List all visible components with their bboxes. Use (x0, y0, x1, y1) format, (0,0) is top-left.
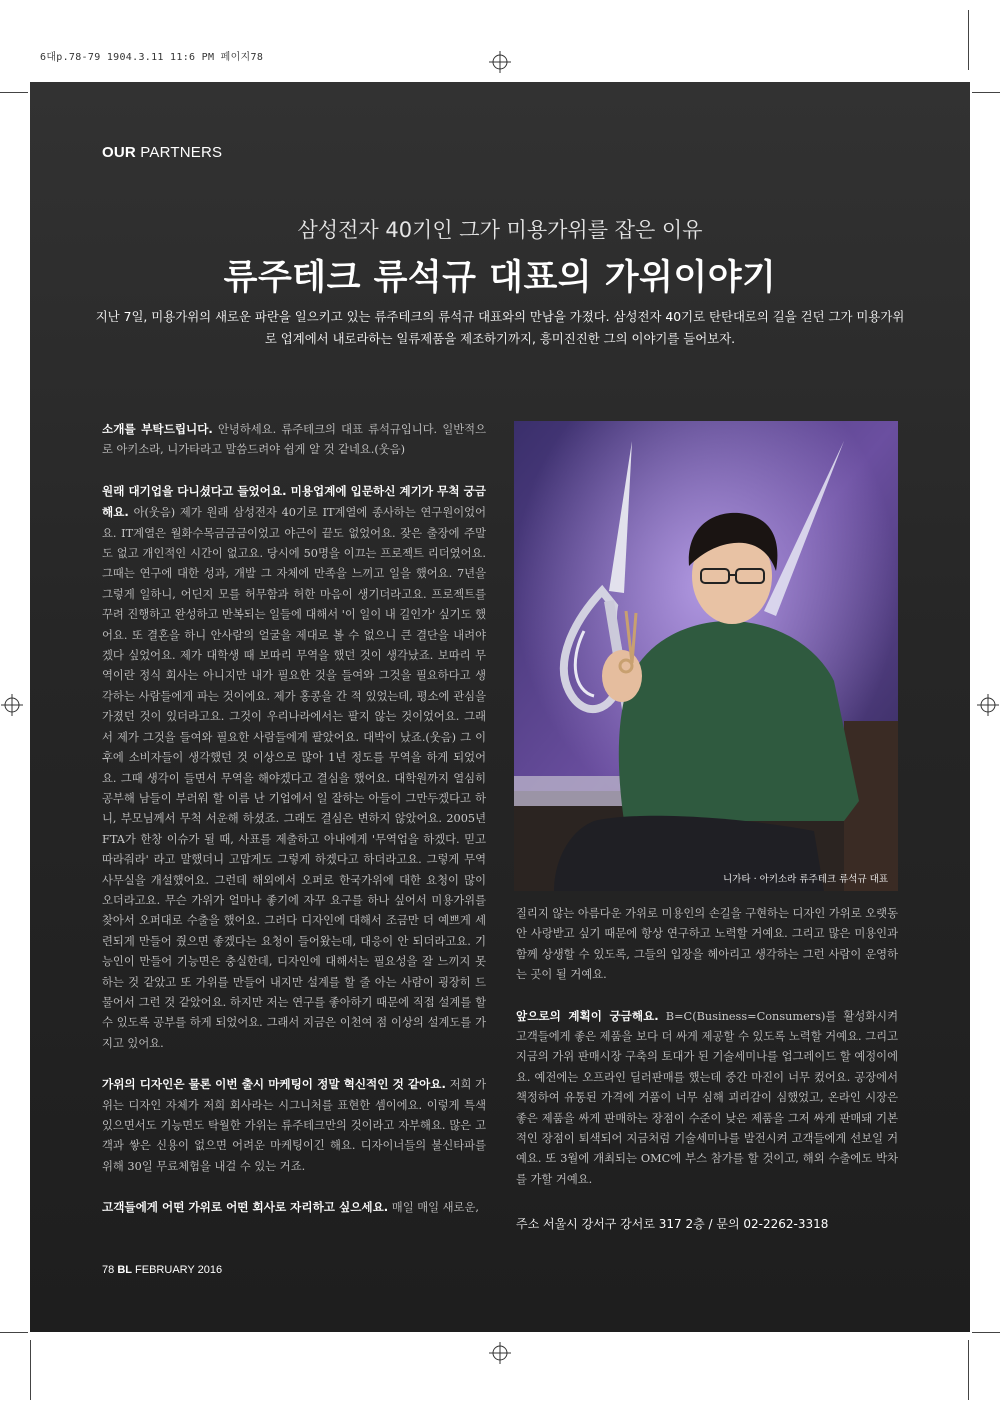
qa-paragraph (102, 419, 486, 461)
question: 소개를 부탁드립니다. (102, 422, 213, 436)
magazine-name: BL (117, 1264, 132, 1276)
crop-mark-vert-right (968, 1340, 969, 1400)
right-column (516, 903, 898, 1210)
crop-mark-vert-right-top (968, 10, 969, 70)
magazine-page (30, 82, 970, 1332)
article-title: 류주테크 류석규 대표의 가위이야기 (223, 258, 777, 298)
qa-paragraph (102, 1074, 486, 1177)
contact-address: 주소 서울시 강서구 강서로 317 2층 / 문의 02-2262-3318 (516, 1217, 829, 1231)
interview-photo (514, 421, 898, 891)
answer: 매일 매일 새로운, (388, 1201, 479, 1215)
page-number: 78 (102, 1264, 115, 1276)
answer: 저희 가위는 디자인 자체가 저희 회사라는 시그니처를 표현한 셈이에요. 이렇게 특색있으면서도 기능면도 탁월한 가위는 류주테크만의 것이라고 자부해요. 많은 고객과 쌓은 신용이 없으면 어려운 마케팅이긴 해요. 디자이너들의 불신타파를 위해 30일 무료체험을 내걸 수 있는 거죠. (102, 1078, 487, 1173)
crop-mark-vert-left (30, 1340, 31, 1400)
photo-illustration (514, 421, 898, 891)
question: 고객들에게 어떤 가위로 어떤 회사로 자리하고 싶으세요. (102, 1200, 389, 1215)
crop-mark-bottom-right (972, 1332, 1000, 1333)
question: 가위의 디자인은 물론 이번 출시 마케팅이 정말 혁신적인 것 같아요. (102, 1077, 446, 1092)
question: 원래 대기업을 다니셨다고 들었어요. 미용업계에 입문하신 계기가 무척 궁금해요. (102, 483, 486, 520)
registration-mark-top (489, 51, 511, 73)
crop-mark-top (0, 92, 28, 93)
answer: 안녕하세요. 류주테크의 대표 류석규입니다. 일반적으로 아키소라, 니가타라고 말씀드려야 쉽게 알 것 같네요.(웃음) (102, 423, 486, 457)
page-folio (102, 1264, 222, 1276)
registration-mark-right (977, 694, 999, 716)
qa-paragraph (516, 1006, 898, 1191)
left-column (102, 419, 486, 1239)
qa-paragraph (102, 1197, 486, 1218)
section-label: OUR PARTNERS (102, 144, 223, 161)
registration-mark-left (1, 694, 23, 716)
answer: 질리지 않는 아름다운 가위로 미용인의 손길을 구현하는 디자인 가위로 오랫동안 사랑받고 싶기 때문에 항상 연구하고 노력할 거예요. 그리고 많은 미용인과 함께 상생할 수 있도록, 그들의 입장을 헤아리고 생각하는 그런 사람이 운영하는 곳이 될 거예요. (516, 907, 898, 982)
photo-caption: 니가타 · 아키소라 류주테크 류석규 대표 (723, 874, 888, 885)
qa-paragraph (516, 903, 898, 986)
qa-paragraph (102, 481, 486, 1054)
answer: 아(웃음) 제가 원래 삼성전자 40기로 IT계열에 종사하는 연구원이었어요. IT계열은 월화수목금금금이었고 야근이 끝도 없었어요. 잦은 출장에 주말도 없고 개인적인 시간이 없고요. 당시에 50명을 이끄는 프로젝트 리더였어요. 그때는 연구에 대한 성과, 개발 그 자체에 만족을 느끼고 일을 했어요. 7년을 그렇게 일하니, 어딘지 모를 허무함과 허한 마음이 생기더라고요. 프로젝트를 꾸려 진행하고 완성하고 반복되는 일들에 대해서 '이 일이 내 길인가' 싶기도 했어요. 또 결혼을 하니 안사람의 얼굴을 제대로 볼 수 없으니 큰 결단을 내려야겠다 싶었어요. 제가 대학생 때 보따리 무역을 했던 것이 생각났죠. 보따리 무역이란 정식 회사는 아니지만 내가 필요한 것을 들여와 그것을 필요하다고 생각하는 사람들에게 파는 것이에요. 제가 홍콩을 간 적 있었는데, 평소에 관심을 가졌던 것이 있더라고요. 그것이 우리나라에서는 팔지 않는 것이었어요. 그래서 제가 그것을 들여와 필요한 사람들에게 팔았어요. 대박이 났죠.(웃음) 그 이후에 소비자들이 생각했던 것 이상으로 많아 1년 정도를 무역을 하게 되었어요. 그때 생각이 들면서 무역을 해야겠다고 결심을 했어요. 대학원까지 열심히 공부해 남들이 부러워 할 이름 난 기업에서 일 잘하는 아들이 그만두겠다고 하니, 부모님께서 무척 서운해 하셨죠. 그래도 결심은 변하지 않았어요. 2005년 FTA가 한창 이슈가 될 때, 사표를 제출하고 아내에게 '무역업을 하겠다. 믿고 따라줘라' 라고 말했더니 고맙게도 그렇게 하겠다고 하더라고요. 그렇게 무역사무실을 개설했어요. 그런데 해외에서 오퍼로 한국가위에 대한 요청이 많이 오더라고요. 무슨 가위가 얼마나 좋기에 자꾸 요구를 하나 싶어서 미용가위를 찾아서 오퍼대로 수출을 했어요. 그러다 디자인에 대해서 조금만 더 예쁘게 세련되게 만들어 줬으면 좋겠다는 요청이 들어왔는데, 대응이 안 되더라고요. 기능인이 만들어 기능면은 충실한데, 디자인에 대해서는 필요성을 잘 느끼지 못하는 것 같았고 또 가위를 만들어 내지만 설계를 할 줄 아는 사람이 굉장히 드물어서 그런 것 같았어요. 하지만 저는 연구를 좋아하기 때문에 직접 설계를 할 수 있도록 공부를 하게 되었어요. 그래서 지금은 이천여 점 이상의 설계도를 가지고 있어요. (102, 506, 487, 1050)
registration-mark-bottom (489, 1342, 511, 1364)
question: 앞으로의 계획이 궁금해요. (516, 1008, 659, 1023)
crop-mark-top-right (972, 92, 1000, 93)
print-slug: 6대p.78-79 1904.3.11 11:6 PM 페이지78 (40, 52, 264, 63)
article-subtitle: 삼성전자 40기인 그가 미용가위를 잡은 이유 (297, 218, 703, 242)
crop-mark-bottom (0, 1332, 28, 1333)
article-lead: 지난 7일, 미용가위의 새로운 파란을 일으키고 있는 류주테크의 류석규 대표와의 만남을 가졌다. 삼성전자 40기로 탄탄대로의 길을 걷던 그가 미용가위로 업계에서 내로라하는 일류제품을 제조하기까지, 흥미진진한 그의 이야기를 들어보자. (95, 309, 905, 346)
issue-date: FEBRUARY 2016 (131, 1264, 223, 1276)
answer: B=C(Business=Consumers)를 활성화시켜 고객들에게 좋은 제품을 보다 더 싸게 제공할 수 있도록 노력할 거예요. 그리고 지금의 가위 판매시장 구축의 토대가 된 기술세미나를 업그레이드 할 예정이에요. 예전에는 오프라인 딜러판매를 했는데 중간 마진이 너무 컸어요. 공장에서 책정하여 유통된 가격에 거품이 너무 심해 괴리감이 심했었고, 온라인 시장은 좋은 제품을 싸게 판매하는 장점이 수준이 낮은 제품을 그저 싸게 판매돼 기본적인 장점이 퇴색되어 지금처럼 기술세미나를 발전시켜 고객들에게 선보일 거예요. 또 3월에 개최되는 OMC에 부스 참가를 할 것이고, 해외 수출에도 박차를 가할 거예요. (516, 1009, 898, 1186)
